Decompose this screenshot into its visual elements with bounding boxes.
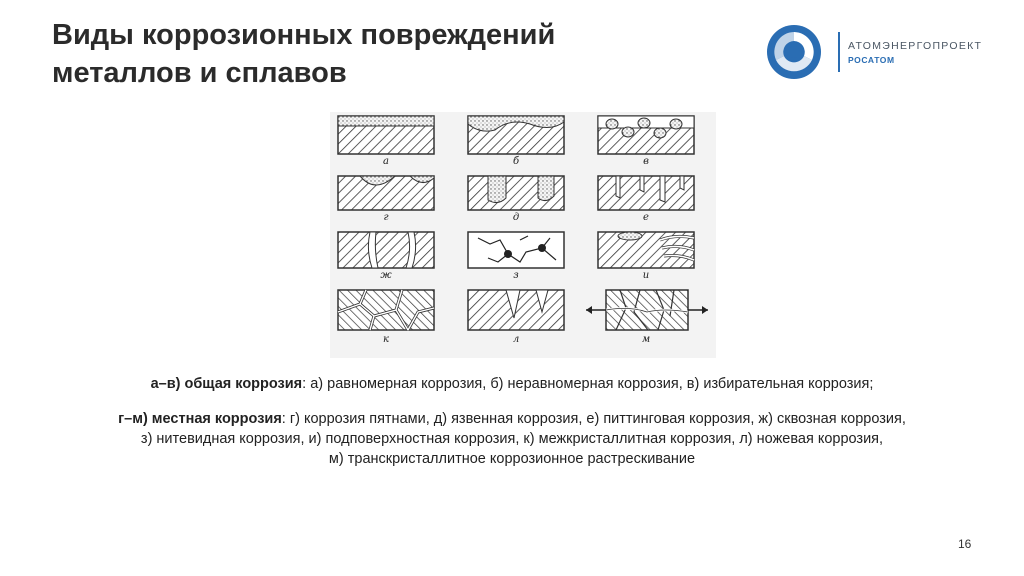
panel-zh-through: [338, 232, 434, 268]
caption-local-corrosion: [40, 409, 984, 469]
panel-label-i: и: [642, 270, 650, 281]
logo-company-name: АТОМЭНЕРГОПРОЕКТ: [848, 40, 983, 52]
rosatom-logo-icon: [766, 24, 822, 80]
caption-general-heading: а–в) общая коррозия: [150, 376, 303, 392]
caption-general-text: : а) равномерная коррозия, б) неравномерная коррозия, в) избирательная коррозия;: [302, 376, 874, 392]
panel-label-l: л: [512, 334, 520, 345]
panel-k-intergranular: [338, 290, 434, 330]
panel-l-knife: [468, 290, 564, 330]
caption-local-text-1: : г) коррозия пятнами, д) язвенная коррозия, е) питтинговая коррозия, ж) сквозная коррозия,: [281, 411, 906, 427]
panel-label-m: м: [641, 334, 651, 345]
panel-a-uniform: [338, 116, 434, 154]
panel-d-ulcer: [468, 176, 564, 210]
corrosion-diagram: [330, 112, 716, 358]
panel-m-transgranular: [586, 290, 708, 330]
panel-g-spots: [338, 176, 434, 210]
panel-label-g: г: [383, 212, 389, 223]
slide-title: [52, 16, 692, 92]
panel-label-k: к: [383, 334, 389, 345]
panel-label-d: д: [512, 212, 520, 223]
panel-label-a: а: [383, 156, 389, 167]
slide-title-line-1: Виды коррозионных повреждений: [52, 19, 556, 51]
slide-title-line-2: металлов и сплавов: [52, 57, 347, 89]
panel-label-zh: ж: [380, 270, 392, 281]
panel-z-filiform: [468, 232, 564, 268]
corrosion-types-figure: [330, 112, 716, 358]
caption-general-corrosion: [40, 374, 984, 394]
panel-i-subsurface: [598, 232, 694, 268]
panel-v-selective: [598, 116, 694, 154]
panel-e-pitting: [598, 176, 694, 210]
panel-label-e: е: [643, 212, 649, 223]
panel-label-v: в: [643, 156, 649, 167]
company-logo: [766, 24, 996, 80]
caption-local-text-2: з) нитевидная коррозия, и) подповерхностная коррозия, к) межкристаллитная коррозия, л) ножевая коррозия,: [140, 431, 884, 447]
panel-b-uneven: [468, 116, 564, 154]
panel-label-b: б: [512, 156, 520, 167]
caption-local-heading: г–м) местная коррозия: [118, 411, 282, 427]
logo-divider: [838, 32, 840, 72]
logo-parent-name: РОСАТОМ: [848, 55, 895, 65]
page-number: 16: [958, 537, 972, 551]
panel-label-z: з: [513, 270, 519, 281]
caption-local-text-3: м) транскристаллитное коррозионное растрескивание: [328, 451, 696, 467]
